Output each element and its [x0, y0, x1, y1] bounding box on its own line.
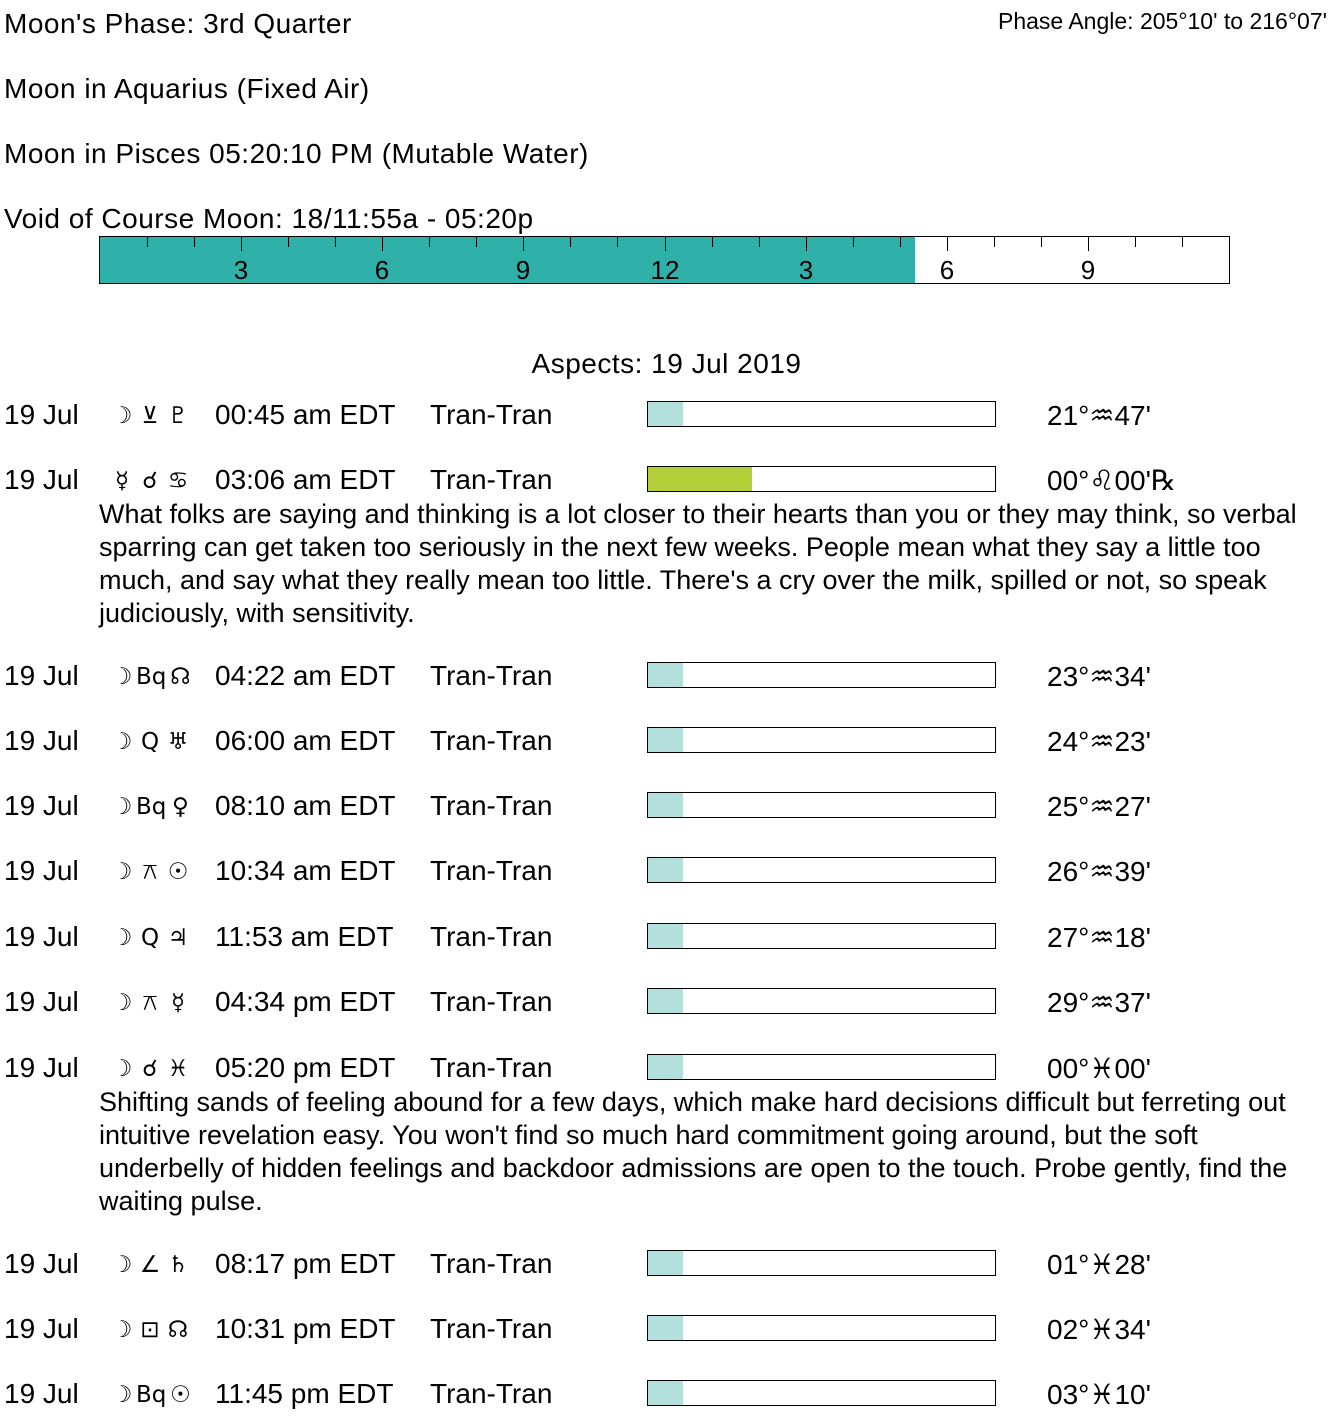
aspect-position: 00°♌00'℞ [1047, 465, 1177, 496]
aspect-date: 19 Jul [4, 660, 79, 691]
aspect-position: 03°♓10' [1047, 1379, 1151, 1410]
planet-2-glyph: ♇ [167, 403, 189, 429]
aspect-time: 03:06 am EDT [215, 464, 396, 495]
aspect-time: 08:10 am EDT [215, 790, 396, 821]
aspect-glyphs [108, 986, 192, 1020]
aspect-glyph: ∠ [139, 1252, 161, 1278]
aspect-kind: Tran-Tran [430, 1378, 553, 1409]
timeline-tick [194, 237, 195, 247]
timeline-hour-label: 9 [1080, 255, 1096, 284]
timeline-tick [147, 237, 148, 247]
planet-2-glyph: ☉ [170, 1382, 191, 1408]
timeline-hour-label: 3 [798, 255, 814, 284]
aspect-kind: Tran-Tran [430, 855, 553, 886]
aspect-strength-fill [648, 663, 683, 687]
timeline-tick [476, 237, 477, 247]
timeline-tick [1041, 237, 1042, 247]
aspect-kind: Tran-Tran [430, 399, 553, 430]
planet-1-glyph: ☽ [111, 925, 133, 951]
aspect-strength-bar [647, 792, 996, 818]
timeline-tick [665, 237, 666, 251]
aspect-strength-bar [647, 988, 996, 1014]
aspect-position: 23°♒34' [1047, 661, 1151, 692]
aspect-time: 04:22 am EDT [215, 660, 396, 691]
aspect-date: 19 Jul [4, 1052, 79, 1083]
aspect-kind: Tran-Tran [430, 921, 553, 952]
timeline-tick [853, 237, 854, 247]
aspect-position: 25°♒27' [1047, 791, 1151, 822]
aspect-glyph: ⊡ [140, 1317, 160, 1343]
planet-2-glyph: ♅ [167, 729, 189, 755]
timeline-tick [994, 237, 995, 247]
timeline-hour-label: 9 [515, 255, 531, 284]
aspect-date: 19 Jul [4, 855, 79, 886]
timeline-tick [570, 237, 571, 247]
planet-1-glyph: ☽ [111, 1252, 133, 1278]
phase-angle: Phase Angle: 205°10' to 216°07' [998, 8, 1327, 34]
timeline-tick [712, 237, 713, 247]
moon-phase: Moon's Phase: 3rd Quarter [4, 8, 352, 39]
aspect-row [0, 725, 1333, 765]
aspect-row [0, 1248, 1333, 1288]
void-period-fill [100, 237, 915, 283]
aspect-time: 10:31 pm EDT [215, 1313, 396, 1344]
aspect-position: 29°♒37' [1047, 987, 1151, 1018]
aspect-strength-bar [647, 857, 996, 883]
aspect-position: 02°♓34' [1047, 1314, 1151, 1345]
aspect-glyph: Bq [136, 1382, 167, 1408]
aspect-row [0, 1378, 1333, 1418]
planet-2-glyph: ♃ [167, 925, 189, 951]
planet-1-glyph: ☿ [114, 468, 130, 494]
aspect-position: 00°♓00' [1047, 1053, 1151, 1084]
moon-sign-next: Moon in Pisces 05:20:10 PM (Mutable Water) [4, 138, 589, 169]
aspect-date: 19 Jul [4, 1378, 79, 1409]
timeline-tick [617, 237, 618, 247]
aspect-kind: Tran-Tran [430, 790, 553, 821]
planet-1-glyph: ☽ [111, 859, 133, 885]
aspect-glyph: ⚻ [142, 990, 158, 1016]
aspect-row [0, 790, 1333, 830]
aspect-strength-bar [647, 1380, 996, 1406]
timeline-hour-label: 6 [374, 255, 390, 284]
aspect-glyph: ☌ [142, 468, 158, 494]
planet-1-glyph: ☽ [111, 1056, 133, 1082]
planet-2-glyph: ♀ [171, 794, 189, 820]
planet-2-glyph: ♄ [167, 1252, 189, 1278]
aspect-row [0, 986, 1333, 1026]
aspect-kind: Tran-Tran [430, 725, 553, 756]
aspect-row [0, 399, 1333, 439]
aspect-row [0, 921, 1333, 961]
aspect-strength-bar [647, 1054, 996, 1080]
aspect-time: 05:20 pm EDT [215, 1052, 396, 1083]
aspect-date: 19 Jul [4, 399, 79, 430]
aspect-strength-fill [648, 858, 683, 882]
aspect-date: 19 Jul [4, 790, 79, 821]
aspect-kind: Tran-Tran [430, 1052, 553, 1083]
planet-1-glyph: ☽ [111, 729, 133, 755]
aspect-glyphs [108, 1313, 192, 1347]
aspect-glyph: ☌ [142, 1056, 158, 1082]
aspect-strength-bar [647, 401, 996, 427]
timeline-tick [759, 237, 760, 247]
aspect-glyph: ⚻ [142, 859, 158, 885]
aspect-glyphs [108, 790, 194, 824]
void-of-course-timeline [99, 236, 1230, 284]
aspect-kind: Tran-Tran [430, 464, 553, 495]
planet-1-glyph: ☽ [111, 990, 133, 1016]
planet-1-glyph: ☽ [111, 664, 133, 690]
planet-2-glyph: ☊ [167, 1317, 189, 1343]
aspect-glyphs [108, 855, 192, 889]
aspect-strength-bar [647, 1315, 996, 1341]
aspect-glyph: Bq [136, 664, 167, 690]
planet-2-glyph: ☿ [170, 990, 186, 1016]
aspect-date: 19 Jul [4, 1313, 79, 1344]
planet-2-glyph: ♋ [167, 468, 189, 494]
planet-1-glyph: ☽ [111, 794, 133, 820]
aspect-glyph: Q [140, 729, 160, 755]
aspects-title: Aspects: 19 Jul 2019 [531, 348, 802, 379]
aspect-strength-fill [648, 924, 683, 948]
moon-sign-current: Moon in Aquarius (Fixed Air) [4, 73, 370, 104]
aspect-kind: Tran-Tran [430, 986, 553, 1017]
aspect-strength-bar [647, 662, 996, 688]
timeline-tick [382, 237, 383, 251]
aspect-strength-fill [648, 1055, 683, 1079]
aspect-time: 10:34 am EDT [215, 855, 396, 886]
aspect-position: 21°♒47' [1047, 400, 1151, 431]
aspect-strength-fill [648, 467, 752, 491]
timeline-tick [288, 237, 289, 247]
aspect-glyphs [108, 660, 194, 694]
aspect-date: 19 Jul [4, 921, 79, 952]
aspect-glyphs [108, 464, 192, 498]
timeline-tick [1182, 237, 1183, 247]
aspect-glyph: Bq [136, 794, 167, 820]
aspect-time: 11:45 pm EDT [215, 1378, 394, 1409]
aspect-glyphs [108, 1378, 194, 1412]
aspect-glyphs [108, 921, 192, 955]
aspect-strength-fill [648, 1316, 683, 1340]
timeline-hour-label: 12 [650, 255, 680, 284]
aspect-date: 19 Jul [4, 464, 79, 495]
aspect-position: 01°♓28' [1047, 1249, 1151, 1280]
aspect-strength-bar [647, 923, 996, 949]
timeline-tick [429, 237, 430, 247]
aspect-kind: Tran-Tran [430, 1248, 553, 1279]
aspect-strength-fill [648, 1381, 683, 1405]
aspect-time: 08:17 pm EDT [215, 1248, 396, 1279]
aspect-time: 11:53 am EDT [215, 921, 394, 952]
aspect-strength-bar [647, 1250, 996, 1276]
aspect-position: 27°♒18' [1047, 922, 1151, 953]
aspect-time: 06:00 am EDT [215, 725, 396, 756]
timeline-tick [806, 237, 807, 251]
planet-1-glyph: ☽ [111, 1317, 133, 1343]
aspect-interpretation: Shifting sands of feeling abound for a few days, which make hard decisions difficult but ferreting out intuitive revelation easy. You won't find so much hard commitment going around, but the soft underbelly of hidden feelings and backdoor admissions are open to the touch. Probe gently, find the waiting pulse. [99, 1087, 1288, 1216]
aspect-strength-fill [648, 989, 683, 1013]
timeline-tick [947, 237, 948, 251]
aspect-strength-fill [648, 728, 683, 752]
planet-1-glyph: ☽ [111, 403, 133, 429]
timeline-tick [1088, 237, 1089, 251]
aspect-strength-fill [648, 402, 683, 426]
aspect-kind: Tran-Tran [430, 660, 553, 691]
aspect-position: 24°♒23' [1047, 726, 1151, 757]
timeline-hour-label: 3 [233, 255, 249, 284]
aspect-row [0, 1313, 1333, 1353]
aspect-strength-bar [647, 466, 996, 492]
timeline-tick [900, 237, 901, 247]
planet-2-glyph: ♓ [167, 1056, 189, 1082]
aspect-kind: Tran-Tran [430, 1313, 553, 1344]
aspect-glyphs [108, 1248, 192, 1282]
aspect-strength-bar [647, 727, 996, 753]
aspect-glyphs [108, 399, 192, 433]
aspect-row [0, 660, 1333, 700]
aspect-glyphs [108, 725, 192, 759]
aspect-position: 26°♒39' [1047, 856, 1151, 887]
aspect-time: 00:45 am EDT [215, 399, 396, 430]
aspect-date: 19 Jul [4, 986, 79, 1017]
aspect-date: 19 Jul [4, 725, 79, 756]
timeline-tick [523, 237, 524, 251]
aspect-strength-fill [648, 793, 683, 817]
aspect-date: 19 Jul [4, 1248, 79, 1279]
aspect-glyphs [108, 1052, 192, 1086]
planet-2-glyph: ☉ [167, 859, 189, 885]
aspect-glyph: ⊻ [141, 403, 159, 429]
timeline-tick [335, 237, 336, 247]
planet-2-glyph: ☊ [170, 664, 191, 690]
planet-1-glyph: ☽ [111, 1382, 133, 1408]
timeline-tick [1135, 237, 1136, 247]
aspect-time: 04:34 pm EDT [215, 986, 396, 1017]
aspect-row [0, 855, 1333, 895]
aspect-glyph: Q [140, 925, 160, 951]
void-of-course: Void of Course Moon: 18/11:55a - 05:20p [4, 203, 534, 234]
timeline-tick [241, 237, 242, 251]
aspect-strength-fill [648, 1251, 683, 1275]
timeline-hour-label: 6 [939, 255, 955, 284]
aspect-interpretation: What folks are saying and thinking is a lot closer to their hearts than you or they may think, so verbal sparring can get taken too seriously in the next few weeks. People mean what they say a little too much, and say what they really mean too little. There's a cry over the milk, spilled or not, so speak judiciously, with sensitivity. [99, 499, 1297, 628]
